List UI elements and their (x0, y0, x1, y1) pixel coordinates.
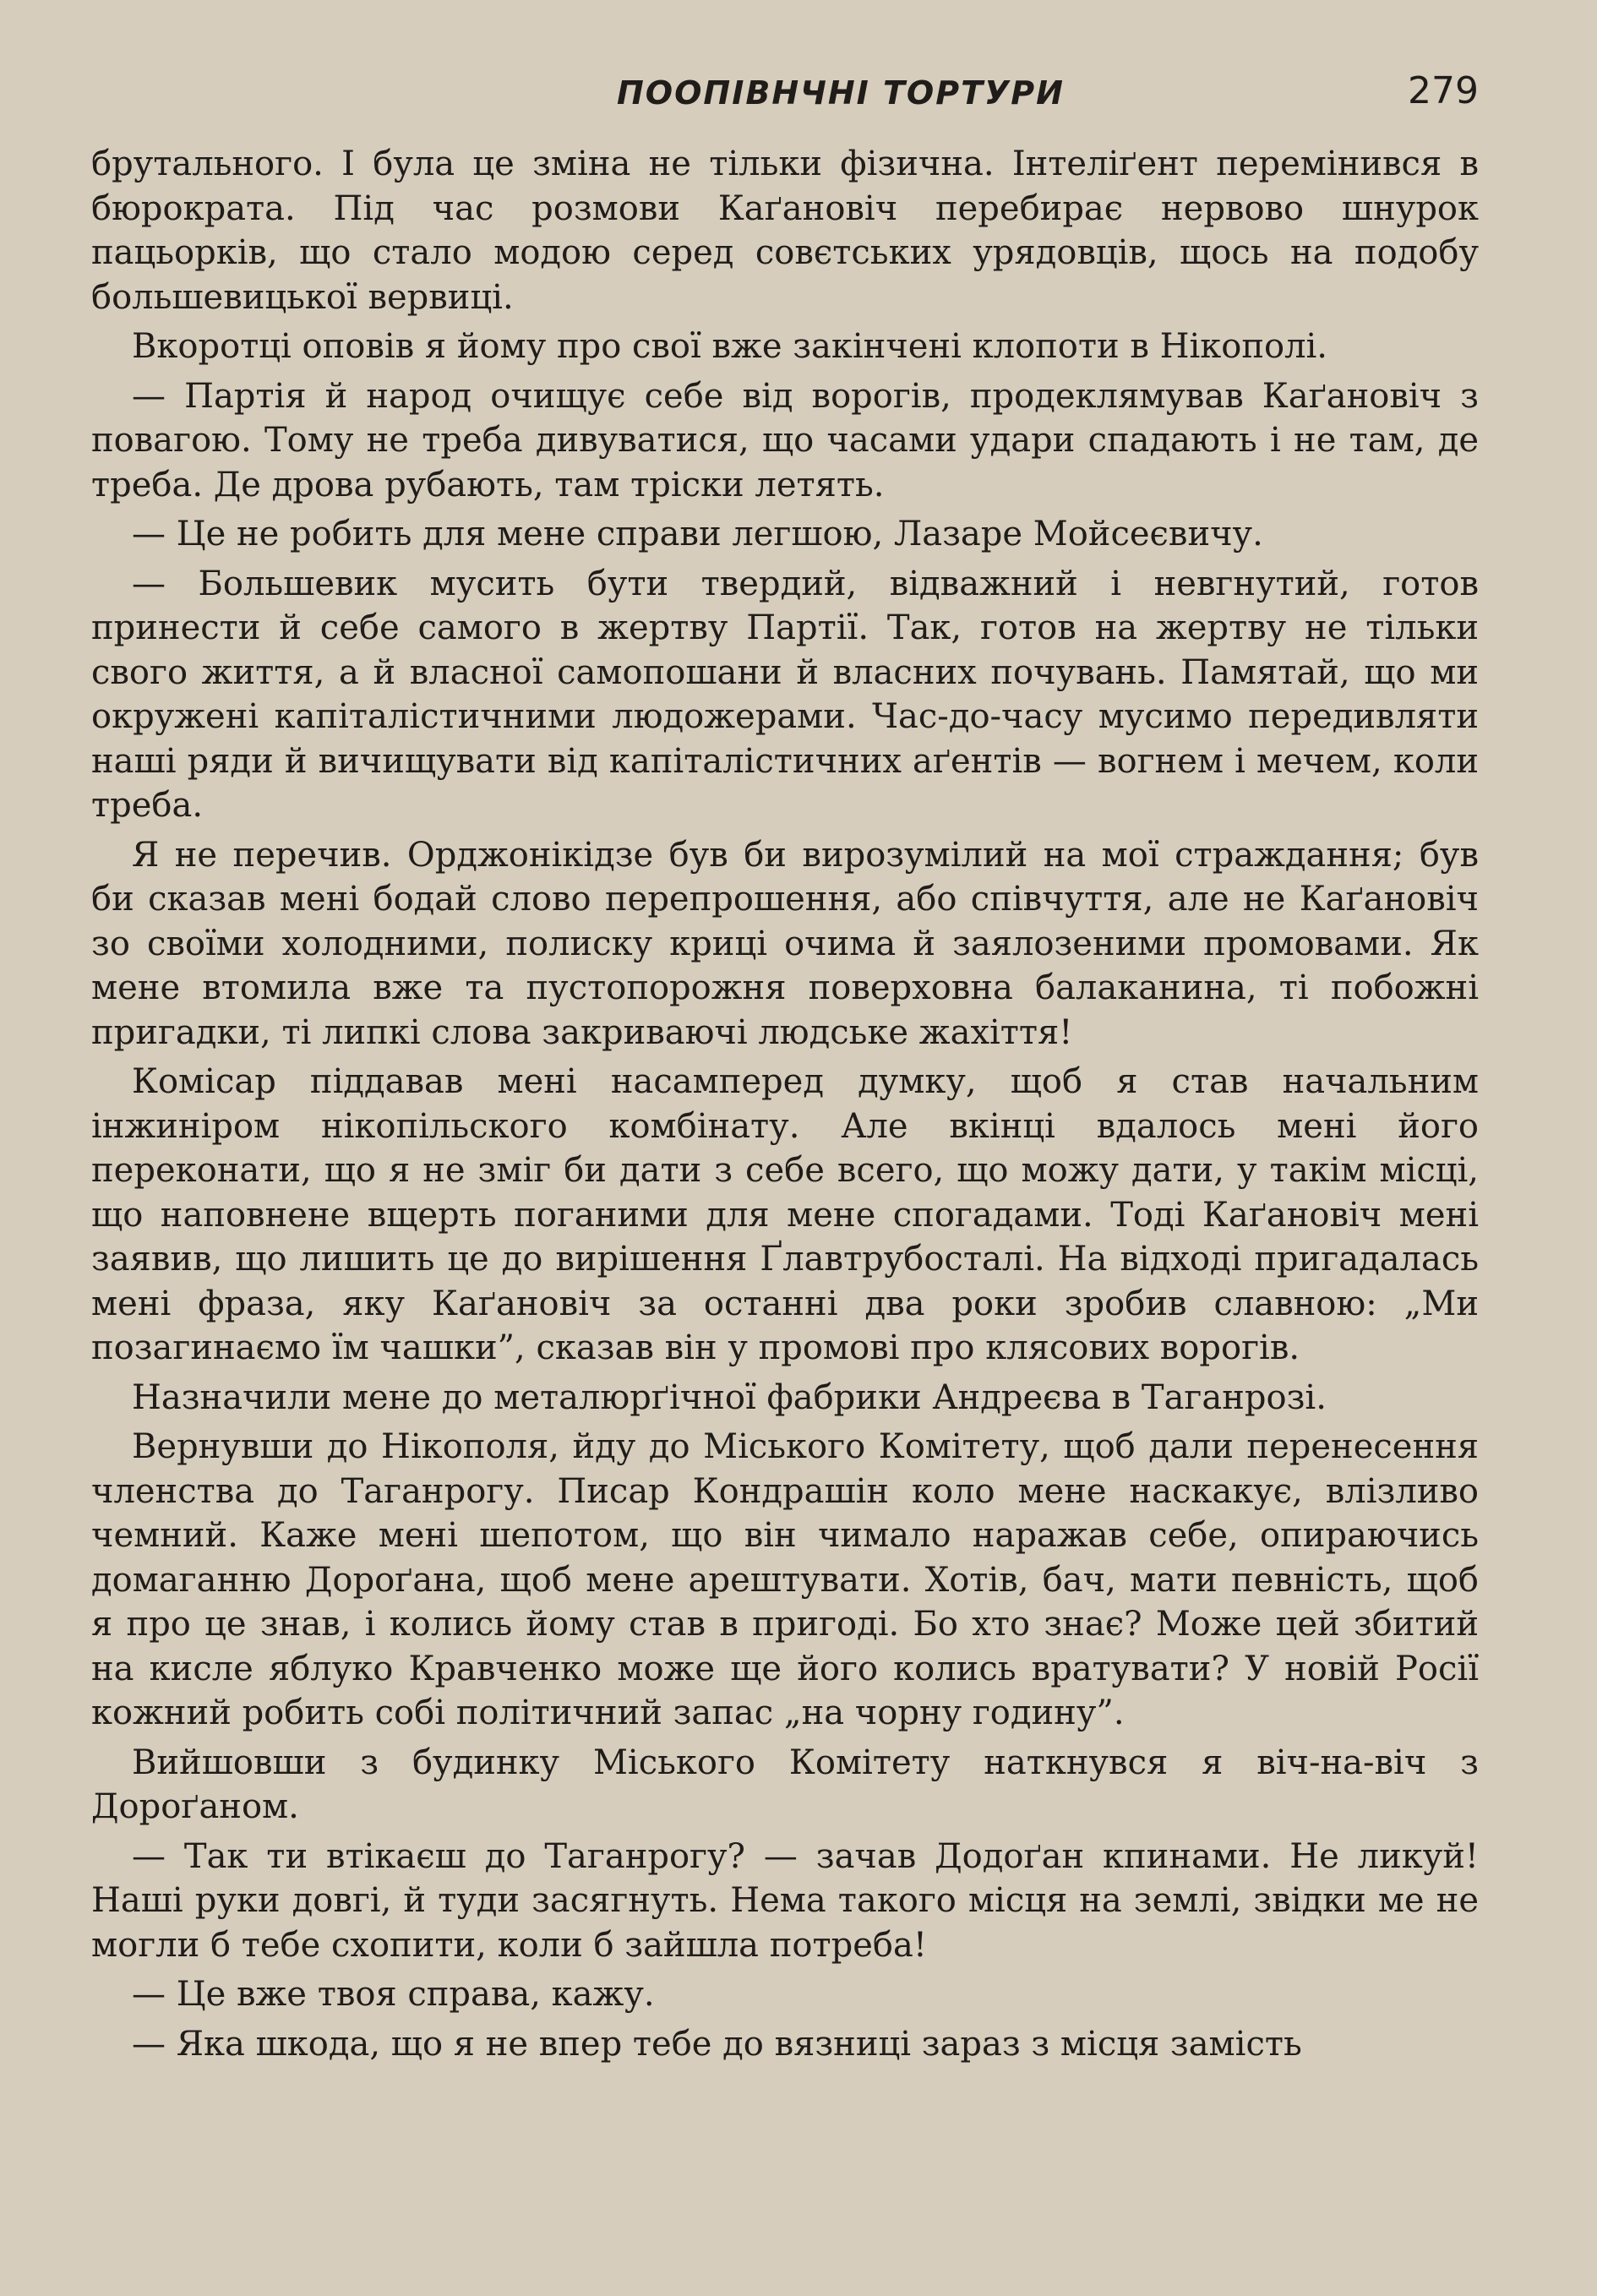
running-head: ПООПІВНЧНІ ТОРТУРИ (617, 74, 1065, 112)
paragraph: Вкоротці оповів я йому про свої вже закінчені клопоти в Нікополі. (132, 327, 1328, 366)
page-header (93, 69, 1479, 123)
paragraph: Вийшовши з будинку Міського Комітету наткнувся я віч-на-віч з Дороґаном. (91, 1742, 1479, 1826)
page-number: 279 (1408, 69, 1479, 112)
paragraph: — Це вже твоя справа, кажу. (132, 1975, 655, 2014)
paragraph: — Партія й народ очищує себе від ворогів, продеклямував Каґановіч з повагою. Тому не треба дивуватися, що часами удари спадають і не там, де треба. Де дрова рубають, там тріски летять. (91, 376, 1479, 504)
paragraph: Назначили мене до металюрґічної фабрики Андреєва в Таганрозі. (132, 1377, 1327, 1417)
paragraph: — Так ти втікаєш до Таганрогу? — зачав Додоґан кпинами. Не ликуй! Наші руки довгі, й туди засягнуть. Нема такого місця на землі, звідки ме не могли б тебе схопити, коли б зайшла потреба! (91, 1836, 1479, 1965)
paragraph: Я не перечив. Орджонікідзе був би вирозумілий на мої страждання; був би сказав мені бодай слово перепрошення, або співчуття, але не Каґановіч зо своїми холодними, полиску криці очима й заялозеними промовами. Як мене втомила вже та пустопорожня поверховна балаканина, ті побожні пригадки, ті липкі слова закриваючі людське жахіття! (91, 835, 1479, 1052)
body-text (91, 142, 1479, 2071)
paragraph: брутального. І була це зміна не тільки фізична. Інтеліґент перемінився в бюрократа. Під час розмови Каґановіч перебирає нервово шнурок пацьорків, що стало модою серед совєтських урядовців, щось на подобу большевицької вервиці. (91, 145, 1479, 317)
paragraph: — Большевик мусить бути твердий, відважний і невгнутий, готов принести й себе самого в жертву Партії. Так, готов на жертву не тільки свого життя, а й власної самопошани й власних почувань. Памятай, що ми окружені капіталістичними людожерами. Час-до-часу мусимо передивляти наші ряди й вичищувати від капіталістичних аґентів — вогнем і мечем, коли треба. (91, 564, 1479, 825)
paragraph: Вернувши до Нікополя, йду до Міського Комітету, щоб дали перенесення членства до Таганрогу. Писар Кондрашін коло мене наскакує, влізливо чемний. Каже мені шепотом, що він чимало наражав себе, опираючись домаганню Дороґана, щоб мене арештувати. Хотів, бач, мати певність, щоб я про це знав, і колись йому став в пригоді. Бо хто знає? Може цей збитий на кисле яблуко Кравченко може ще його колись вратувати? У новій Росії кожний робить собі політичний запас „на чорну годину”. (91, 1427, 1479, 1732)
paragraph: — Це не робить для мене справи легшою, Лазаре Мойсеєвичу. (132, 515, 1263, 554)
paragraph: Комісар піддавав мені насамперед думку, щоб я став начальним інжиніром нікопільского комбінату. Але вкінці вдалось мені його переконати, що я не зміг би дати з себе всего, що можу дати, у такім місці, що наповнене вщерть поганими для мене спогадами. Тоді Каґановіч мені заявив, що лишить це до вирішення Ґлавтрубосталі. На відході пригадалась мені фраза, яку Каґановіч за останні два роки зробив славною: „Ми позагинаємо їм чашки”, сказав він у промові про клясових ворогів. (91, 1062, 1479, 1367)
paragraph: — Яка шкода, що я не впер тебе до вязниці зараз з місця замість (132, 2024, 1302, 2064)
